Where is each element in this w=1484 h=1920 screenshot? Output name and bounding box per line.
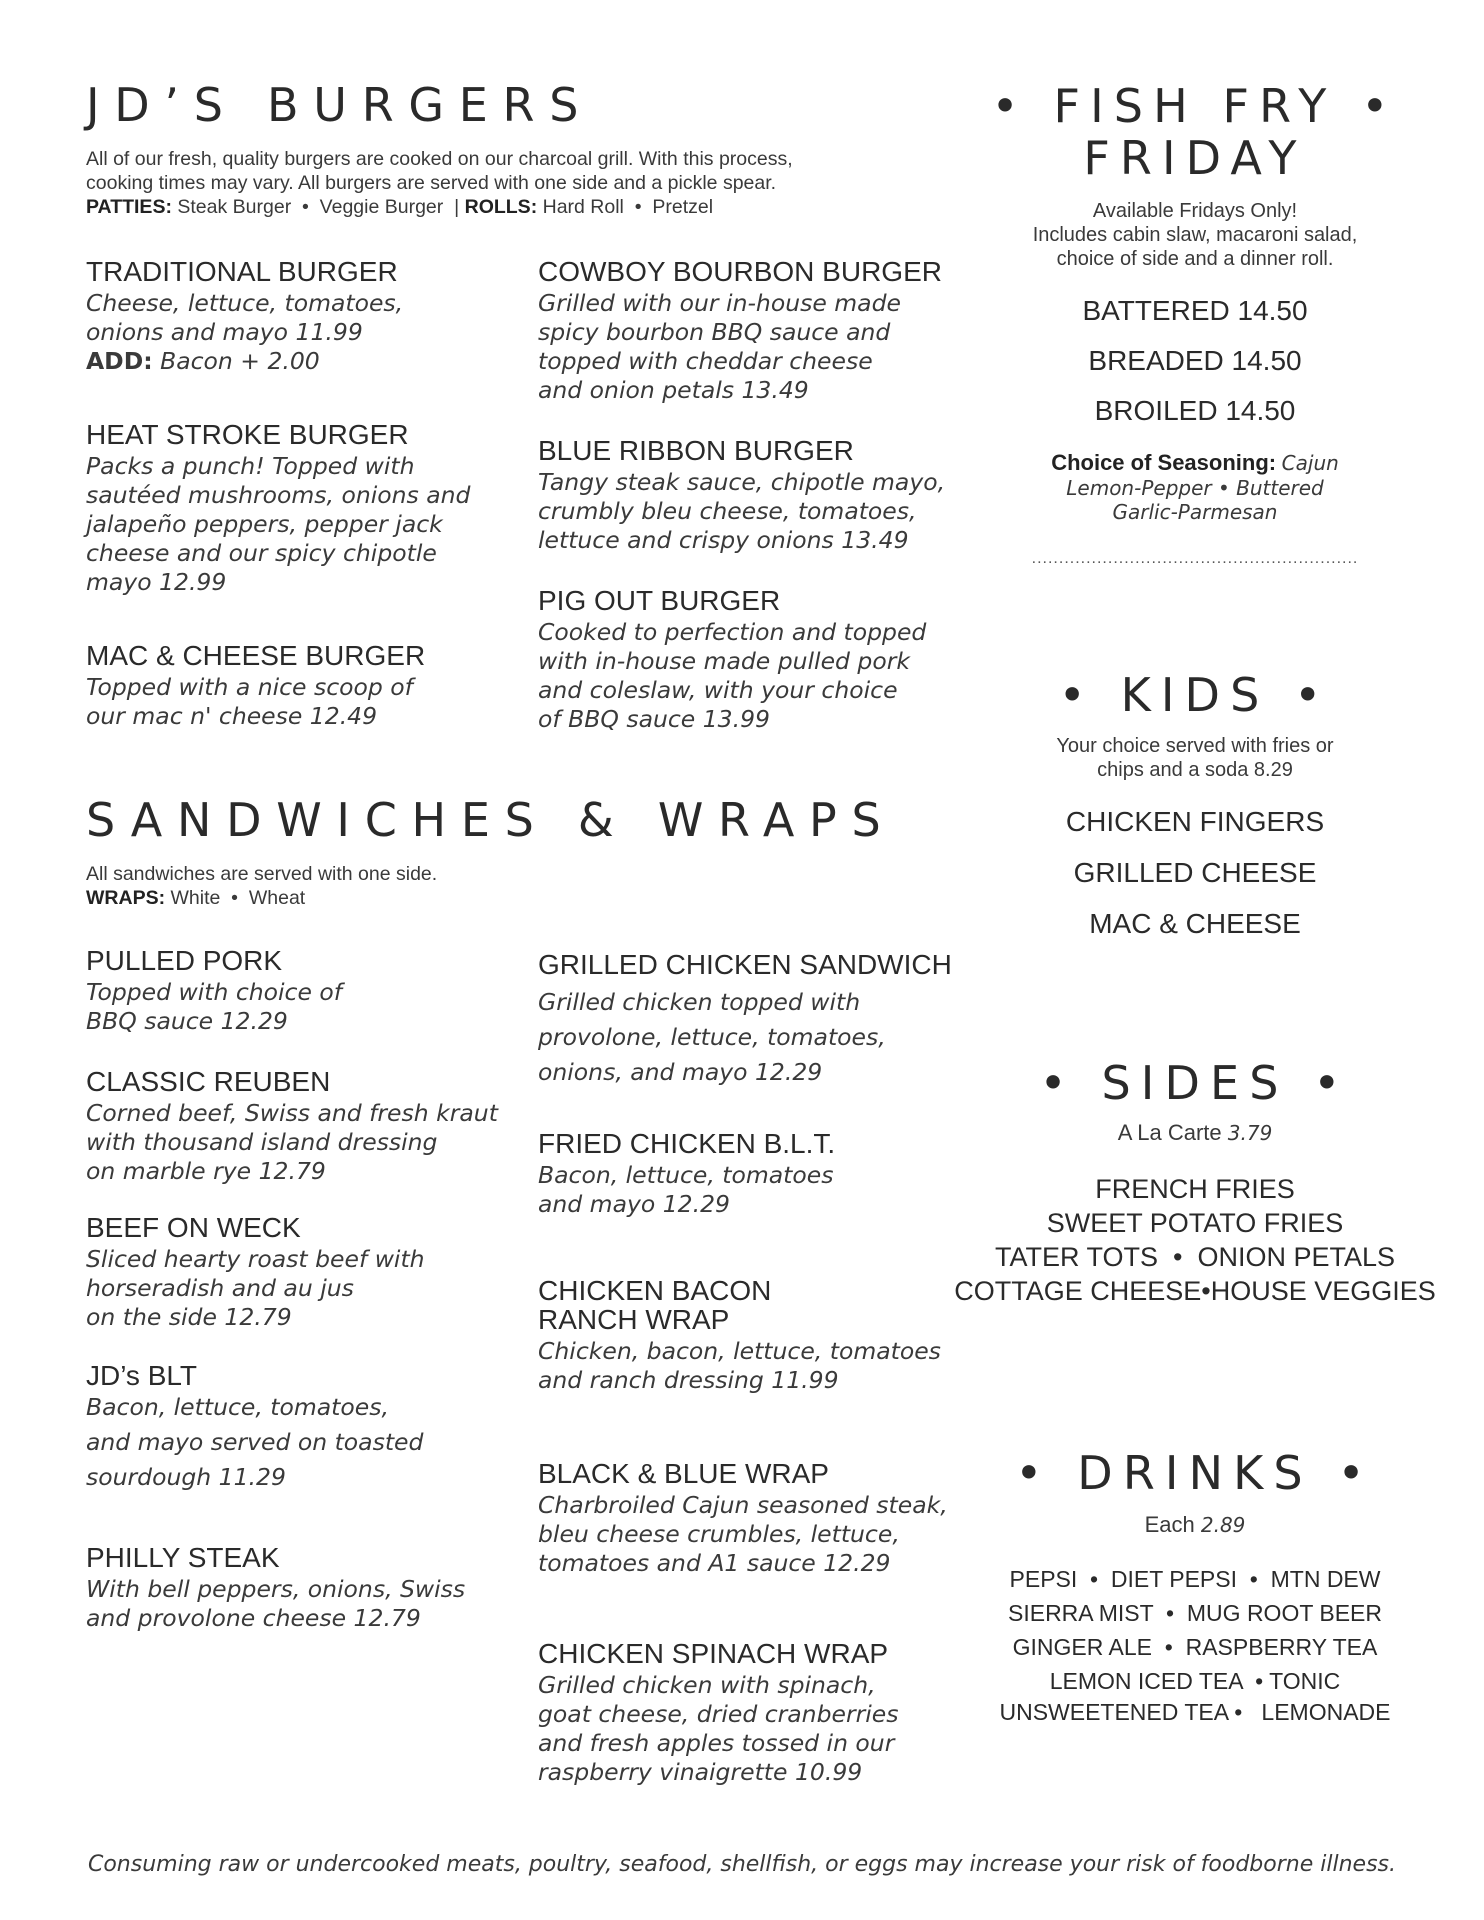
- desc-line: lettuce and crispy onions 13.49: [538, 526, 909, 554]
- drinks-section: [970, 1446, 1420, 1726]
- item-name: JD’s BLT: [86, 1360, 197, 1391]
- kids-section: [970, 668, 1420, 940]
- seasoning-option: Garlic-Parmesan: [1112, 500, 1278, 524]
- menu-item: [538, 256, 942, 405]
- sides-list: [945, 1172, 1445, 1308]
- desc-line: raspberry vinaigrette 10.99: [538, 1758, 863, 1786]
- desc-line: Sliced hearty roast beef with: [86, 1245, 425, 1273]
- seasoning-label: Choice of Seasoning:: [1051, 450, 1277, 475]
- item-description: [86, 673, 425, 731]
- desc-line: With bell peppers, onions, Swiss: [86, 1575, 466, 1603]
- desc-line: on the side 12.79: [86, 1303, 292, 1331]
- menu-item: [538, 1128, 835, 1219]
- desc-line: and mayo 12.29: [538, 1190, 731, 1218]
- kids-title: • KIDS •: [1058, 668, 1332, 722]
- item-description: [538, 618, 926, 734]
- menu-item: [538, 435, 945, 555]
- drinks-line: SIERRA MIST • MUG ROOT BEER: [1008, 1600, 1382, 1626]
- add-label: ADD:: [86, 347, 153, 375]
- item-description: [538, 468, 945, 555]
- burgers-options-line: [86, 195, 806, 219]
- sides-line: TATER TOTS • ONION PETALS: [994, 1242, 1396, 1272]
- desc-line: Tangy steak sauce, chipotle mayo,: [538, 468, 946, 496]
- desc-line: Packs a punch! Topped with: [86, 452, 415, 480]
- desc-line: Grilled chicken topped with: [538, 988, 861, 1016]
- desc-line: horseradish and au jus: [86, 1274, 354, 1302]
- drinks-subtitle: [970, 1512, 1420, 1538]
- rolls-options: Hard Roll • Pretzel: [542, 196, 714, 218]
- section-divider: ............................................................: [1031, 550, 1359, 567]
- desc-line: of BBQ sauce 13.99: [538, 705, 770, 733]
- menu-item: [86, 1212, 425, 1332]
- item-description: [538, 289, 942, 405]
- sandwiches-title: SANDWICHES & WRAPS: [86, 793, 896, 847]
- kids-subtitle: [970, 734, 1420, 782]
- item-description: [86, 1390, 423, 1495]
- desc-line: provolone, lettuce, tomatoes,: [538, 1023, 886, 1051]
- item-description: [538, 1161, 835, 1219]
- desc-line: our mac n' cheese 12.49: [86, 702, 378, 730]
- drinks-sub-text: Each: [1144, 1512, 1195, 1537]
- menu-item: [86, 640, 425, 731]
- desc-line: topped with cheddar cheese: [538, 347, 873, 375]
- desc-line: and provolone cheese 12.79: [86, 1604, 421, 1632]
- desc-line: Topped with a nice scoop of: [86, 673, 413, 701]
- menu-item: [538, 949, 952, 1090]
- desc-line: and mayo served on toasted: [86, 1428, 424, 1456]
- burgers-intro-line: cooking times may vary. All burgers are served with one side and a pickle spear.: [86, 172, 777, 194]
- drinks-line: LEMON ICED TEA • TONIC: [1049, 1668, 1341, 1694]
- menu-item: [86, 1360, 423, 1495]
- seasoning-option: Lemon-Pepper • Buttered: [1066, 476, 1324, 500]
- fishfry-title: • FISH FRY •: [991, 79, 1399, 133]
- sides-line: SWEET POTATO FRIES: [1046, 1208, 1344, 1238]
- item-description: [86, 1575, 465, 1633]
- item-name: BLACK & BLUE WRAP: [538, 1458, 829, 1489]
- desc-line: tomatoes and A1 sauce 12.29: [538, 1549, 891, 1577]
- fishfry-section: [970, 79, 1420, 568]
- desc-line: Chicken, bacon, lettuce, tomatoes: [538, 1337, 941, 1365]
- sides-subtitle: [945, 1120, 1445, 1146]
- seasoning-option: Cajun: [1281, 451, 1339, 475]
- menu-item: [86, 1542, 465, 1633]
- foodborne-illness-notice: Consuming raw or undercooked meats, poultry, seafood, shellfish, or eggs may increase your risk of foodborne illness.: [87, 1852, 1396, 1877]
- item-description: [538, 985, 952, 1090]
- desc-line: spicy bourbon BBQ sauce and: [538, 318, 891, 346]
- menu-item: [86, 419, 470, 597]
- kids-option: MAC & CHEESE: [1089, 908, 1301, 939]
- fishfry-title-line2: FRIDAY: [1083, 131, 1307, 185]
- desc-line: mayo 12.99: [86, 568, 227, 596]
- item-name: FRIED CHICKEN B.L.T.: [538, 1128, 836, 1159]
- fishfry-option: BROILED 14.50: [1094, 395, 1296, 426]
- item-description: [86, 1099, 498, 1186]
- desc-line: bleu cheese crumbles, lettuce,: [538, 1520, 900, 1548]
- item-name: HEAT STROKE BURGER: [86, 419, 409, 450]
- seasoning-line: [970, 451, 1420, 476]
- item-description: [538, 1491, 948, 1578]
- wraps-options-line: [86, 886, 586, 910]
- item-name: PHILLY STEAK: [86, 1542, 280, 1573]
- fishfry-subtitle: [970, 199, 1420, 271]
- desc-line: and onion petals 13.49: [538, 376, 809, 404]
- desc-line: Bacon, lettuce, tomatoes,: [86, 1393, 389, 1421]
- sides-title: • SIDES •: [1039, 1056, 1351, 1110]
- menu-item: [86, 1066, 498, 1186]
- rolls-label: ROLLS:: [464, 196, 538, 218]
- sides-price: 3.79: [1227, 1121, 1273, 1145]
- drinks-line: GINGER ALE • RASPBERRY TEA: [1012, 1634, 1378, 1660]
- kids-option: CHICKEN FINGERS: [1065, 806, 1325, 837]
- kids-sub-line: chips and a soda 8.29: [1097, 759, 1293, 781]
- desc-line: sourdough 11.29: [86, 1463, 286, 1491]
- item-name: TRADITIONAL BURGER: [86, 256, 398, 287]
- menu-item: [538, 1638, 899, 1787]
- item-name: CHICKEN SPINACH WRAP: [538, 1638, 889, 1669]
- desc-line: on marble rye 12.79: [86, 1157, 326, 1185]
- add-line: [86, 347, 403, 376]
- desc-line: crumbly bleu cheese, tomatoes,: [538, 497, 917, 525]
- patties-options: Steak Burger • Veggie Burger |: [177, 196, 460, 218]
- desc-line: Cheese, lettuce, tomatoes,: [86, 289, 404, 317]
- desc-line: with in-house made pulled pork: [538, 647, 910, 675]
- sides-line: COTTAGE CHEESE•HOUSE VEGGIES: [954, 1276, 1436, 1306]
- item-name: PULLED PORK: [86, 945, 283, 976]
- item-name: RANCH WRAP: [538, 1304, 730, 1335]
- desc-line: onions, and mayo 12.29: [538, 1058, 823, 1086]
- add-text: Bacon + 2.00: [160, 347, 320, 375]
- item-description: [86, 289, 403, 376]
- desc-line: jalapeño peppers, pepper jack: [86, 510, 443, 538]
- fishfry-sub-line: Available Fridays Only!: [1092, 200, 1298, 222]
- kids-option: GRILLED CHEESE: [1073, 857, 1317, 888]
- item-name: BEEF ON WECK: [86, 1212, 301, 1243]
- sandwiches-intro-line: All sandwiches are served with one side.: [86, 863, 438, 885]
- burgers-intro: [86, 147, 806, 219]
- desc-line: with thousand island dressing: [86, 1128, 438, 1156]
- desc-line: sautéed mushrooms, onions and: [86, 481, 471, 509]
- desc-line: onions and mayo 11.99: [86, 318, 363, 346]
- item-description: [86, 452, 470, 597]
- drinks-title: • DRINKS •: [1015, 1446, 1375, 1500]
- seasoning-block: [970, 451, 1420, 524]
- desc-line: Bacon, lettuce, tomatoes: [538, 1161, 834, 1189]
- item-name: BLUE RIBBON BURGER: [538, 435, 854, 466]
- wraps-label: WRAPS:: [86, 887, 166, 909]
- desc-line: and ranch dressing 11.99: [538, 1366, 839, 1394]
- kids-options: [970, 806, 1420, 940]
- drinks-list: [970, 1562, 1420, 1726]
- sides-sub-text: A La Carte: [1117, 1120, 1222, 1145]
- sides-line: FRENCH FRIES: [1095, 1174, 1295, 1204]
- item-name: GRILLED CHICKEN SANDWICH: [538, 949, 952, 980]
- drinks-price: 2.89: [1200, 1513, 1246, 1537]
- kids-sub-line: Your choice served with fries or: [1056, 735, 1334, 757]
- fishfry-options: [970, 295, 1420, 427]
- fishfry-sub-line: Includes cabin slaw, macaroni salad,: [1032, 224, 1358, 246]
- fishfry-sub-line: choice of side and a dinner roll.: [1056, 248, 1334, 270]
- item-description: [538, 1337, 941, 1395]
- sandwiches-intro: [86, 862, 586, 910]
- item-name: CLASSIC REUBEN: [86, 1066, 331, 1097]
- desc-line: Corned beef, Swiss and fresh kraut: [86, 1099, 498, 1127]
- wraps-options: White • Wheat: [170, 887, 306, 909]
- desc-line: BBQ sauce 12.29: [86, 1007, 288, 1035]
- desc-line: and coleslaw, with your choice: [538, 676, 898, 704]
- item-description: [538, 1671, 899, 1787]
- desc-line: Grilled with our in-house made: [538, 289, 901, 317]
- fishfry-option: BATTERED 14.50: [1082, 295, 1308, 326]
- item-name: COWBOY BOURBON BURGER: [538, 256, 942, 287]
- desc-line: and fresh apples tossed in our: [538, 1729, 895, 1757]
- fishfry-option: BREADED 14.50: [1088, 345, 1302, 376]
- menu-item: [86, 256, 403, 376]
- patties-label: PATTIES:: [86, 196, 172, 218]
- drinks-line: PEPSI • DIET PEPSI • MTN DEW: [1009, 1566, 1381, 1592]
- desc-line: Charbroiled Cajun seasoned steak,: [538, 1491, 948, 1519]
- item-name: MAC & CHEESE BURGER: [86, 640, 426, 671]
- item-name: CHICKEN BACON: [538, 1275, 772, 1306]
- burgers-intro-line: All of our fresh, quality burgers are cooked on our charcoal grill. With this process,: [86, 148, 793, 170]
- burgers-title: JD’S BURGERS: [86, 78, 594, 132]
- menu-item: [538, 1458, 948, 1578]
- desc-line: Cooked to perfection and topped: [538, 618, 927, 646]
- menu-item: [538, 1275, 941, 1395]
- item-description: [86, 978, 342, 1036]
- item-description: [86, 1245, 425, 1332]
- drinks-line: UNSWEETENED TEA • LEMONADE: [999, 1699, 1391, 1725]
- desc-line: Topped with choice of: [86, 978, 343, 1006]
- menu-item: [538, 585, 926, 734]
- sides-section: [945, 1056, 1445, 1308]
- desc-line: Grilled chicken with spinach,: [538, 1671, 876, 1699]
- menu-item: [86, 945, 342, 1036]
- item-name: PIG OUT BURGER: [538, 585, 781, 616]
- desc-line: goat cheese, dried cranberries: [538, 1700, 899, 1728]
- desc-line: cheese and our spicy chipotle: [86, 539, 437, 567]
